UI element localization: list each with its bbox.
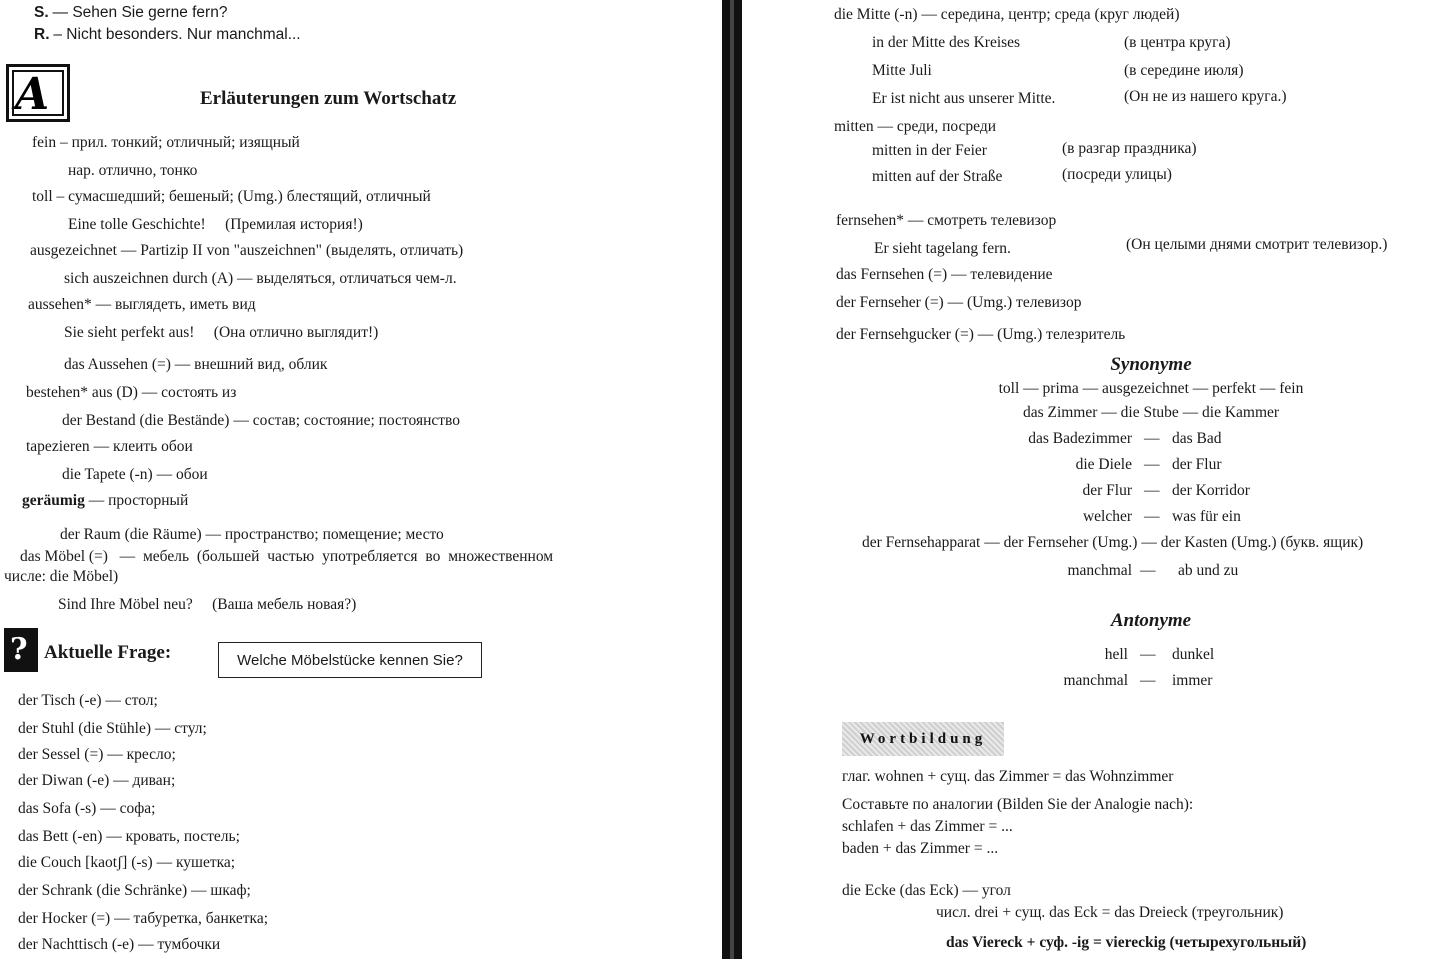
- antonym-pair-right: dunkel: [1172, 646, 1215, 663]
- synonym-pair-dash: —: [1144, 456, 1160, 473]
- mitten-example-2-ru: (посреди улицы): [1062, 166, 1172, 183]
- furniture-item: die Couch [kaotʃ] (-s) — кушетка;: [18, 854, 236, 871]
- fernsehen-heading: fernsehen* — смотреть телевизор: [836, 212, 1057, 229]
- mitte-example-2-ru: (в середине июля): [1124, 62, 1244, 79]
- example-aussehen: Sie sieht perfekt aus! (Она отлично выглядит!): [64, 324, 379, 341]
- antonym-pair-dash: —: [1140, 672, 1156, 689]
- furniture-item: der Nachttisch (-e) — тумбочки: [18, 936, 221, 953]
- synonym-pair-right: das Bad: [1172, 430, 1222, 447]
- mitten-example-1: mitten in der Feier: [872, 142, 987, 159]
- entry-sich-auszeichnen: sich auszeichnen durch (A) — выделяться, отличаться чем-л.: [64, 270, 457, 287]
- entry-ausgezeichnet: ausgezeichnet — Partizip II von "auszeichnen" (выделять, отличать): [30, 242, 464, 259]
- furniture-item: der Stuhl (die Stühle) — стул;: [18, 720, 207, 737]
- book-gutter: [722, 0, 742, 959]
- dialog-line-1: S. — Sehen Sie gerne fern?: [34, 4, 228, 21]
- antonyme-title: Antonyme: [1110, 610, 1192, 631]
- mitten-heading: mitten — среди, посреди: [834, 118, 997, 135]
- entry-moebel: das Möbel (=) — мебель (большей частью употребляется во множественном: [20, 548, 554, 565]
- furniture-item: das Bett (-en) — кровать, постель;: [18, 828, 240, 845]
- wort-line-2: Составьте по аналогии (Bilden Sie der Analogie nach):: [842, 796, 1194, 813]
- entry-das-aussehen: das Aussehen (=) — внешний вид, облик: [64, 356, 328, 373]
- entry-toll: toll – сумасшедший; бешеный; (Umg.) блестящий, отличный: [32, 188, 431, 205]
- synonyme-title: Synonyme: [1110, 354, 1192, 375]
- synonym-pair-dash: —: [1144, 508, 1160, 525]
- mitte-example-2: Mitte Juli: [872, 62, 932, 79]
- example-moebel: Sind Ihre Möbel neu? (Ваша мебель новая?): [58, 596, 357, 613]
- synonyme-long-line: der Fernsehapparat — der Fernseher (Umg.) — der Kasten (Umg.) (букв. ящик): [862, 534, 1364, 551]
- antonym-pair-left: manchmal: [1063, 672, 1128, 689]
- synonym-pair-dash: —: [1144, 430, 1160, 447]
- fernsehgucker-noun: der Fernsehgucker (=) — (Umg.) телезритель: [836, 326, 1126, 343]
- synonyme-last-dash: —: [1140, 562, 1156, 579]
- synonym-pair-right: der Flur: [1172, 456, 1222, 473]
- mitte-example-3: Er ist nicht aus unserer Mitte.: [872, 90, 1056, 107]
- synonym-pair-left: die Diele: [1075, 456, 1132, 473]
- mitte-heading: die Mitte (-n) — середина, центр; среда (круг людей): [834, 6, 1180, 23]
- furniture-item: der Sessel (=) — кресло;: [18, 746, 176, 763]
- synonym-pair-left: der Flur: [1082, 482, 1132, 499]
- synonym-pair-right: der Korridor: [1172, 482, 1250, 499]
- mitte-example-1: in der Mitte des Kreises: [872, 34, 1021, 51]
- wort-line-4: baden + das Zimmer = ...: [842, 840, 999, 857]
- entry-bestand: der Bestand (die Bestände) — состав; состояние; постоянство: [62, 412, 460, 429]
- fernsehen-example-ru: (Он целыми днями смотрит телевизор.): [1126, 236, 1388, 253]
- wort-line-3: schlafen + das Zimmer = ...: [842, 818, 1013, 835]
- entry-fein: fein – прил. тонкий; отличный; изящный: [32, 134, 300, 151]
- right-page: [742, 0, 1440, 959]
- entry-tapete: die Tapete (-n) — обои: [62, 466, 208, 483]
- dialog-line-2: R. – Nicht besonders. Nur manchmal...: [34, 26, 301, 43]
- synonym-pair-dash: —: [1144, 482, 1160, 499]
- synonym-pair-left: das Badezimmer: [1028, 430, 1132, 447]
- antonym-pair-dash: —: [1140, 646, 1156, 663]
- mitte-example-3-ru: (Он не из нашего круга.): [1124, 88, 1287, 105]
- question-icon: ?: [4, 628, 38, 672]
- wort-line-1: глаг. wohnen + сущ. das Zimmer = das Wohnzimmer: [842, 768, 1174, 785]
- ecke-line-2: числ. drei + сущ. das Eck = das Dreieck (треугольник): [936, 904, 1284, 921]
- example-toll: Eine tolle Geschichte! (Премилая история!): [68, 216, 363, 233]
- question-box: Welche Möbelstücke kennen Sie?: [218, 642, 482, 678]
- furniture-item: der Tisch (-e) — стол;: [18, 692, 158, 709]
- fernseher-noun: der Fernseher (=) — (Umg.) телевизор: [836, 294, 1082, 311]
- mitten-example-1-ru: (в разгар праздника): [1062, 140, 1197, 157]
- ecke-line-3: das Viereck + суф. -ig = viereckig (четырехугольный): [946, 934, 1307, 951]
- entry-aussehen: aussehen* — выглядеть, иметь вид: [28, 296, 256, 313]
- entry-tapezieren: tapezieren — клеить обои: [26, 438, 193, 455]
- entry-fein-adv: нар. отлично, тонко: [68, 162, 198, 179]
- synonyme-line-1: toll — prima — ausgezeichnet — perfekt — fein: [998, 380, 1304, 397]
- furniture-item: der Schrank (die Schränke) — шкаф;: [18, 882, 251, 899]
- entry-moebel-cont: числе: die Möbel): [4, 568, 119, 585]
- synonyme-last-b: ab und zu: [1178, 562, 1239, 579]
- synonyme-last-a: manchmal: [1067, 562, 1132, 579]
- furniture-item: der Hocker (=) — табуретка, банкетка;: [18, 910, 269, 927]
- synonym-pair-right: was für ein: [1172, 508, 1241, 525]
- fernsehen-noun: das Fernsehen (=) — телевидение: [836, 266, 1053, 283]
- section-a-icon: A: [6, 64, 70, 122]
- antonym-pair-left: hell: [1104, 646, 1128, 663]
- synonyme-line-2: das Zimmer — die Stube — die Kammer: [1022, 404, 1280, 421]
- fernsehen-example: Er sieht tagelang fern.: [874, 240, 1011, 257]
- entry-raum: der Raum (die Räume) — пространство; помещение; место: [60, 526, 444, 543]
- furniture-item: das Sofa (-s) — софа;: [18, 800, 156, 817]
- question-label: Aktuelle Frage:: [44, 642, 172, 663]
- mitten-example-2: mitten auf der Straße: [872, 168, 1003, 185]
- wortbildung-badge: Wortbildung: [842, 722, 1004, 756]
- furniture-item: der Diwan (-e) — диван;: [18, 772, 176, 789]
- synonym-pair-left: welcher: [1082, 508, 1132, 525]
- mitte-example-1-ru: (в центра круга): [1124, 34, 1231, 51]
- entry-bestehen: bestehen* aus (D) — состоять из: [26, 384, 237, 401]
- section-title: Erläuterungen zum Wortschatz: [200, 88, 457, 109]
- antonym-pair-right: immer: [1172, 672, 1213, 689]
- ecke-line-1: die Ecke (das Eck) — угол: [842, 882, 1011, 899]
- entry-geraeumig: geräumig — просторный: [22, 492, 189, 509]
